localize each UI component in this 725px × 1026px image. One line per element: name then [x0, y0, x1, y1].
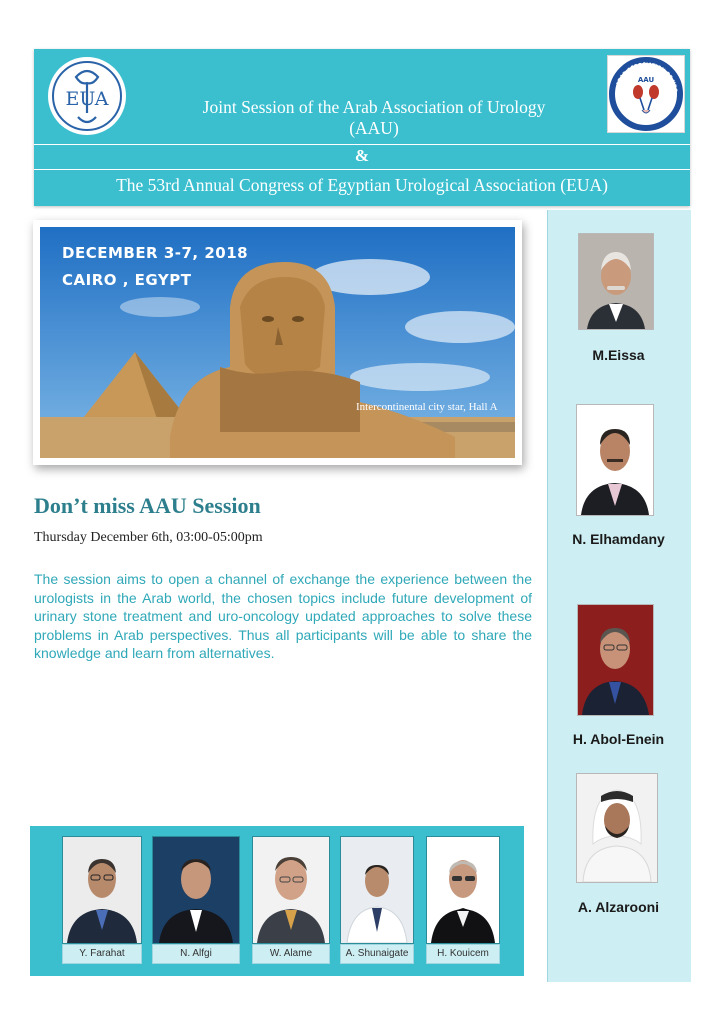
event-city: CAIRO , EGYPT	[62, 271, 192, 289]
speaker-name-h-abol-enein: H. Abol-Enein	[572, 731, 665, 747]
speaker-name-m-eissa: M.Eissa	[592, 347, 645, 363]
speaker-photo-n-alfgi	[152, 836, 240, 944]
portrait-icon	[579, 234, 653, 329]
event-banner	[33, 220, 522, 465]
session-description: The session aims to open a channel of exchange the experience between the urologists in the Arab world, the chosen topics include future development of urinary stone treatment and uro-oncology updated approaches to solve these problems in Arab perspectives. Thus all participants will be able to share the knowledge and learn from alternatives.	[34, 571, 532, 662]
speaker-photo-y-farahat	[62, 836, 142, 944]
speaker-name-a-alzarooni: A. Alzarooni	[577, 899, 660, 915]
portrait-icon	[153, 837, 239, 943]
session-time: Thursday December 6th, 03:00-05:00pm	[34, 530, 263, 545]
speaker-name-n-alfgi: N. Alfgi	[152, 944, 240, 964]
header-ampersand: &	[354, 146, 370, 165]
svg-text:ARAB ASSOCIATION OF UROLOGY: ARAB ASSOCIATION OF URO	[615, 61, 679, 93]
speaker-photo-a-shunaigate	[340, 836, 414, 944]
sphinx-photo	[40, 227, 515, 458]
portrait-icon	[427, 837, 499, 943]
speaker-photo-a-alzarooni	[576, 773, 658, 883]
speaker-name-n-elhamdany: N. Elhamdany	[572, 531, 665, 547]
session-title: Don’t miss AAU Session	[34, 493, 261, 518]
speaker-name-w-alame: W. Alame	[252, 944, 330, 964]
speaker-photo-h-kouicem	[426, 836, 500, 944]
speaker-photo-w-alame	[252, 836, 330, 944]
portrait-icon	[253, 837, 329, 943]
event-venue: Intercontinental city star, Hall A	[356, 401, 498, 413]
header-banner	[34, 49, 690, 206]
header-title-line1: Joint Session of the Arab Association of Urology	[202, 97, 546, 117]
aau-logo	[607, 55, 685, 133]
portrait-icon	[577, 405, 653, 515]
eua-logo-icon	[46, 55, 128, 137]
portrait-icon	[577, 774, 657, 882]
header-title-line2: (AAU)	[349, 118, 399, 138]
speaker-photo-h-abol-enein	[577, 604, 654, 716]
header-divider-bottom	[34, 169, 690, 170]
portrait-icon	[63, 837, 141, 943]
portrait-icon	[578, 605, 653, 715]
header-divider-top	[34, 144, 690, 145]
speaker-photo-n-elhamdany	[576, 404, 654, 516]
header-title-line3: The 53rd Annual Congress of Egyptian Urological Association (EUA)	[116, 175, 608, 195]
speaker-name-a-shunaigate: A. Shunaigate	[340, 944, 414, 964]
portrait-icon	[341, 837, 413, 943]
svg-text:EUA: EUA	[65, 88, 109, 110]
svg-text:AAU: AAU	[637, 76, 655, 84]
speaker-name-h-kouicem: H. Kouicem	[426, 944, 500, 964]
speaker-photo-m-eissa	[578, 233, 654, 330]
event-date: DECEMBER 3-7, 2018	[62, 244, 249, 262]
speaker-name-y-farahat: Y. Farahat	[62, 944, 142, 964]
bottom-speaker-panel	[30, 826, 524, 976]
aau-logo-icon	[608, 56, 684, 132]
